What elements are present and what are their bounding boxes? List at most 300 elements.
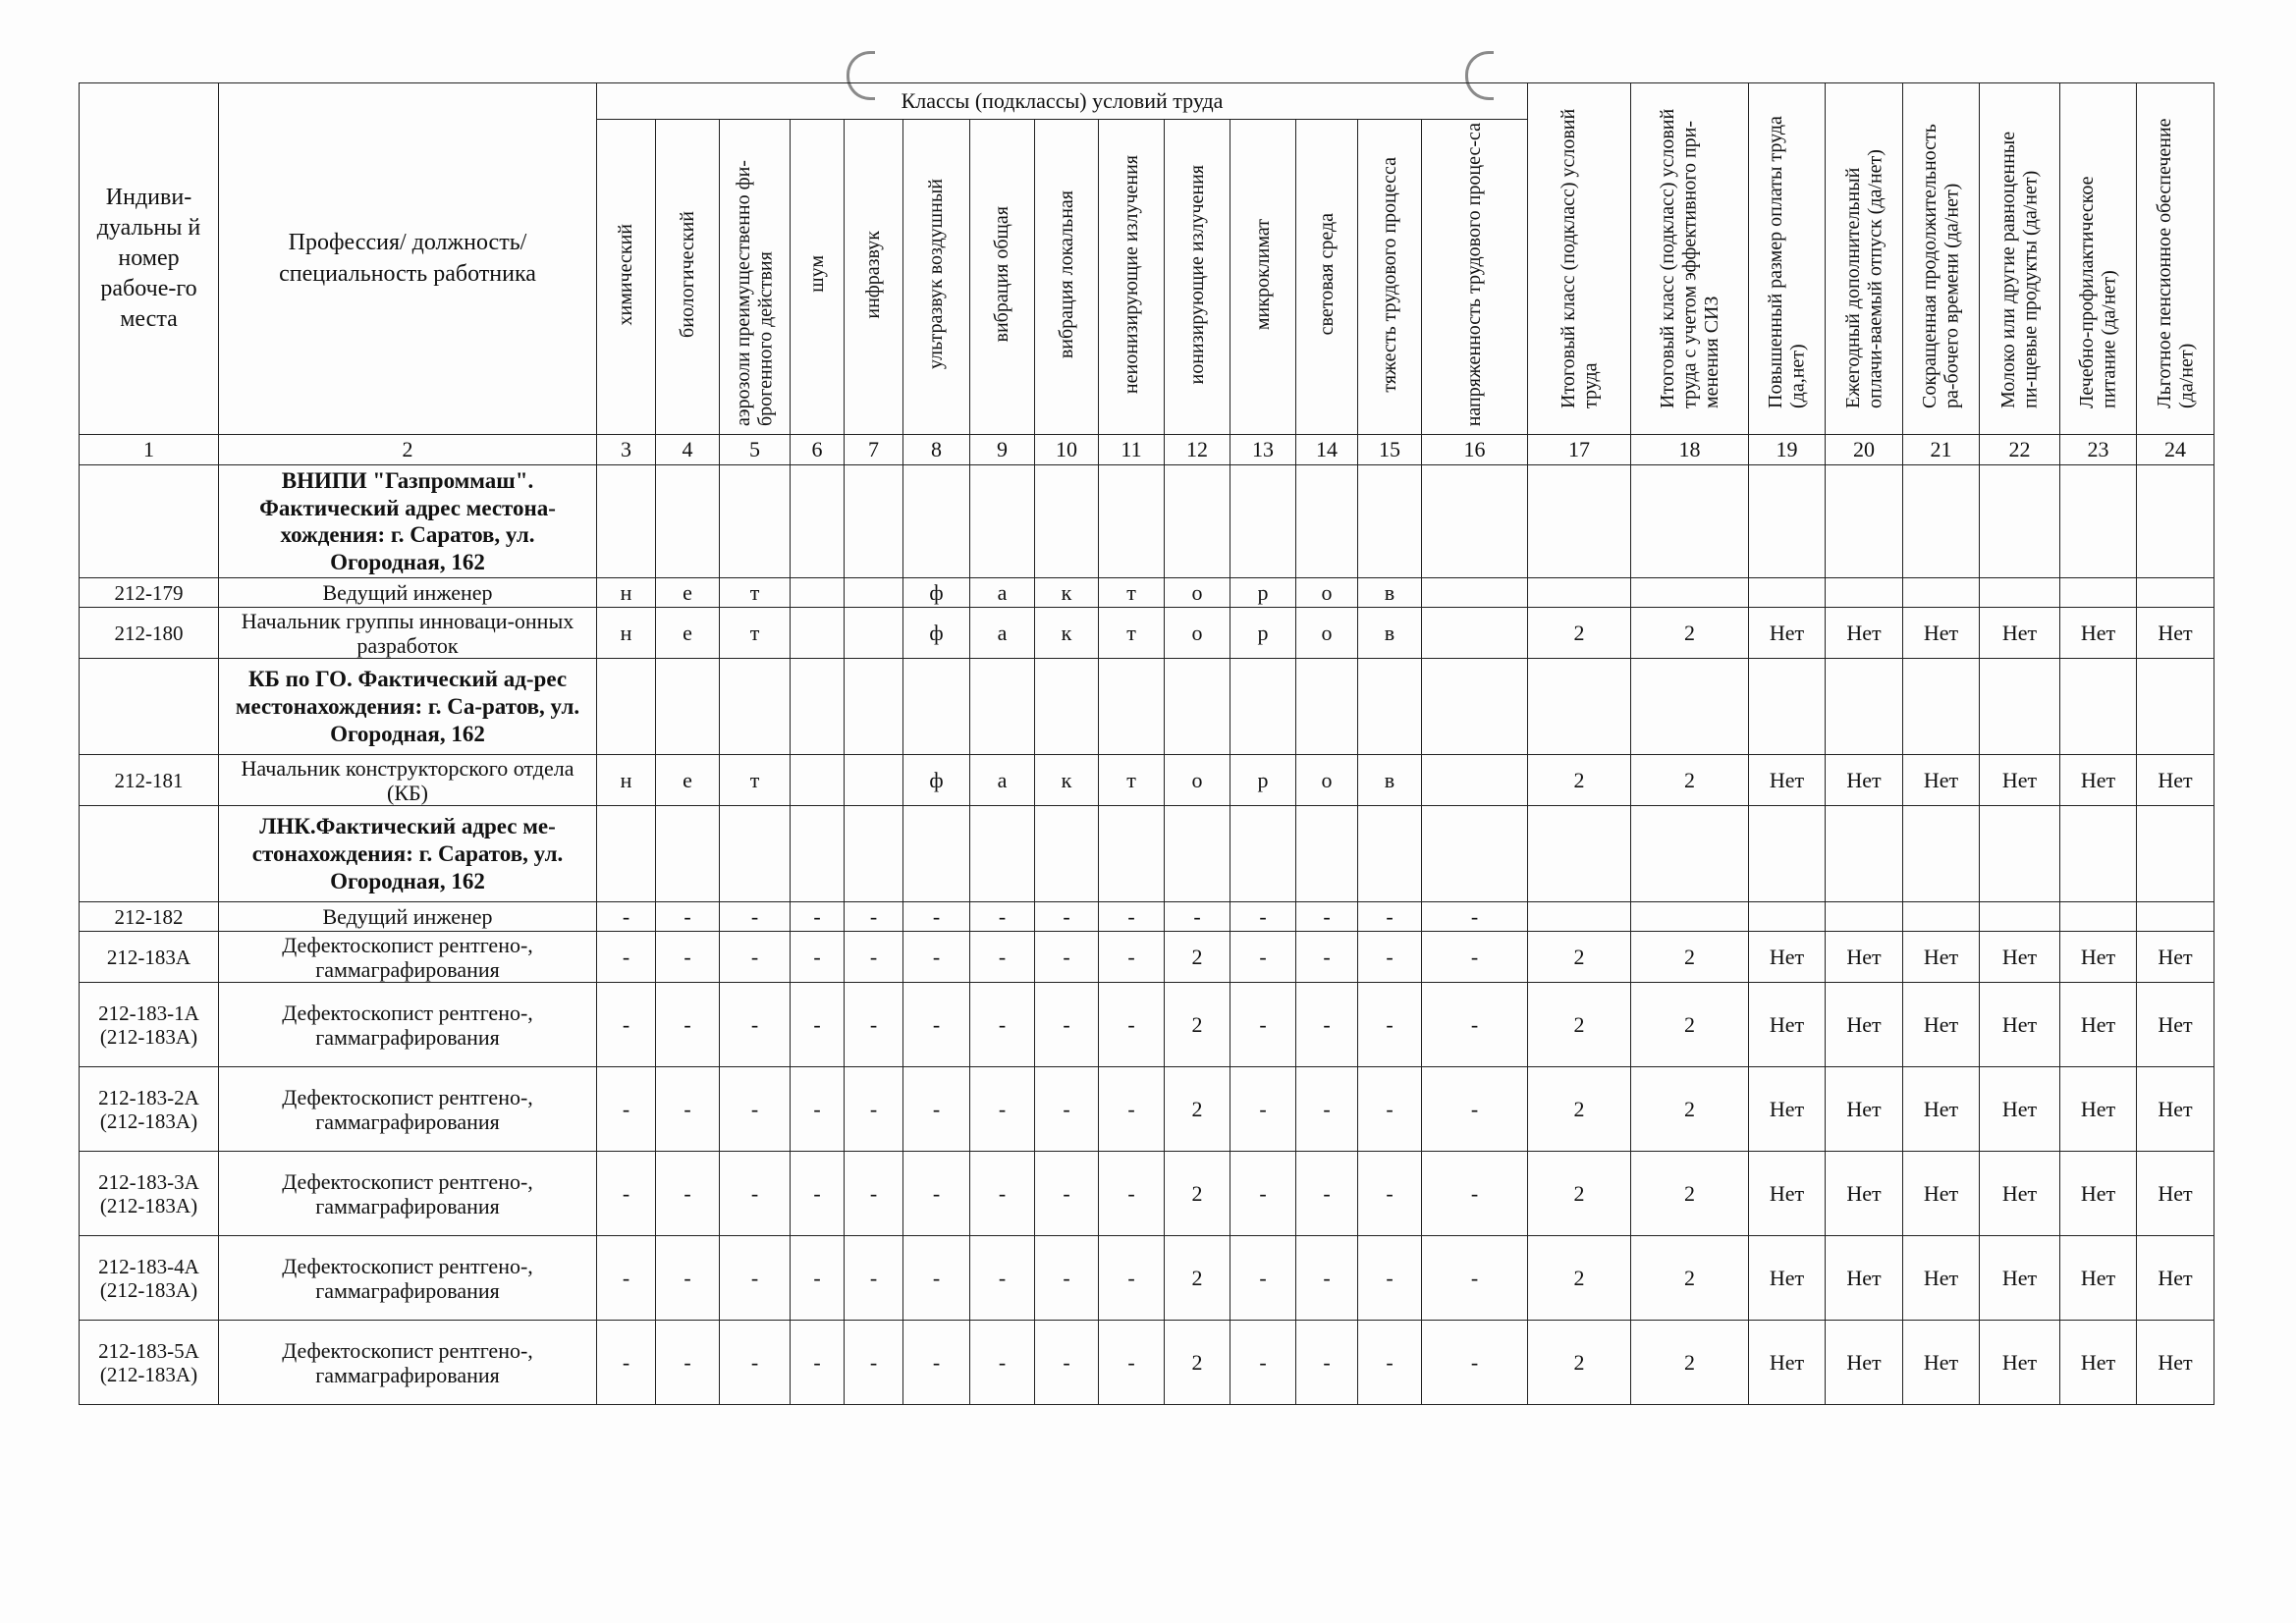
- empty-cell: [656, 465, 720, 578]
- class-cell: -: [1296, 902, 1358, 932]
- empty-cell: [1749, 659, 1826, 755]
- class-cell: -: [1296, 1236, 1358, 1321]
- class-cell: Нет: [1980, 932, 2060, 983]
- class-cell: -: [1358, 902, 1422, 932]
- column-number: 19: [1749, 435, 1826, 465]
- class-cell: Нет: [1903, 1321, 1980, 1405]
- class-cell: т: [1099, 608, 1165, 659]
- class-cell: Нет: [1749, 1236, 1826, 1321]
- class-cell: -: [1358, 983, 1422, 1067]
- table-row: [80, 902, 2214, 932]
- empty-cell: [1631, 806, 1749, 902]
- profession-name: Начальник группы инноваци-онных разработок: [219, 608, 597, 659]
- class-cell: в: [1358, 608, 1422, 659]
- class-cell: Нет: [1903, 755, 1980, 806]
- class-cell: 2: [1528, 932, 1631, 983]
- profession-name: Дефектоскопист рентгено-, гаммаграфирования: [219, 1067, 597, 1152]
- class-cell: Нет: [1826, 1236, 1903, 1321]
- profession-name: Дефектоскопист рентгено-, гаммаграфирования: [219, 932, 597, 983]
- class-cell: -: [1358, 1321, 1422, 1405]
- empty-cell: [2137, 465, 2214, 578]
- class-cell: -: [720, 902, 791, 932]
- empty-cell: [1358, 465, 1422, 578]
- class-cell: -: [903, 902, 970, 932]
- class-cell: Нет: [1980, 1067, 2060, 1152]
- empty-cell: [1296, 465, 1358, 578]
- class-cell: -: [597, 1236, 656, 1321]
- class-cell: -: [845, 902, 903, 932]
- class-cell: н: [597, 755, 656, 806]
- class-cell: [2060, 902, 2137, 932]
- empty-cell: [2137, 659, 2214, 755]
- class-cell: 2: [1165, 983, 1230, 1067]
- header-extra-24: Льготное пенсионное обеспечение (да/нет): [2137, 83, 2214, 435]
- working-conditions-table: [79, 82, 2214, 1405]
- class-cell: т: [720, 578, 791, 608]
- class-cell: т: [720, 608, 791, 659]
- column-number: 12: [1165, 435, 1230, 465]
- class-cell: -: [656, 932, 720, 983]
- column-number: 11: [1099, 435, 1165, 465]
- class-cell: Нет: [1826, 1321, 1903, 1405]
- empty-cell: [1631, 465, 1749, 578]
- class-cell: -: [903, 1067, 970, 1152]
- empty-cell: [1980, 806, 2060, 902]
- class-cell: о: [1165, 608, 1230, 659]
- class-cell: Нет: [2137, 932, 2214, 983]
- class-cell: -: [597, 902, 656, 932]
- empty-cell: [903, 806, 970, 902]
- class-cell: 2: [1631, 983, 1749, 1067]
- column-number: 22: [1980, 435, 2060, 465]
- class-cell: -: [1422, 983, 1528, 1067]
- class-cell: Нет: [1980, 1236, 2060, 1321]
- class-cell: -: [1422, 1236, 1528, 1321]
- class-cell: Нет: [1903, 1067, 1980, 1152]
- column-number: 24: [2137, 435, 2214, 465]
- class-cell: [1422, 608, 1528, 659]
- class-cell: -: [791, 1067, 845, 1152]
- table-row: [80, 932, 2214, 983]
- table-row: [80, 1067, 2214, 1152]
- class-cell: -: [1230, 902, 1296, 932]
- class-cell: [1903, 902, 1980, 932]
- class-cell: к: [1035, 608, 1099, 659]
- column-number: 1: [80, 435, 219, 465]
- class-cell: Нет: [2137, 608, 2214, 659]
- class-cell: Нет: [2060, 1236, 2137, 1321]
- class-cell: -: [970, 1321, 1035, 1405]
- class-cell: -: [1230, 1236, 1296, 1321]
- empty-cell: [1826, 465, 1903, 578]
- header-profession: Профессия/ должность/ специальность работника: [219, 83, 597, 435]
- class-cell: 2: [1631, 1236, 1749, 1321]
- empty-cell: [2137, 806, 2214, 902]
- class-cell: -: [1422, 1321, 1528, 1405]
- class-cell: -: [656, 1067, 720, 1152]
- class-cell: Нет: [1749, 983, 1826, 1067]
- class-cell: Нет: [1749, 1067, 1826, 1152]
- class-cell: -: [903, 1152, 970, 1236]
- empty-cell: [1749, 465, 1826, 578]
- class-cell: [791, 608, 845, 659]
- class-cell: 2: [1528, 1067, 1631, 1152]
- class-cell: Нет: [2137, 1152, 2214, 1236]
- class-cell: р: [1230, 755, 1296, 806]
- class-cell: н: [597, 608, 656, 659]
- class-cell: -: [903, 1236, 970, 1321]
- class-cell: а: [970, 608, 1035, 659]
- class-cell: Нет: [1826, 1152, 1903, 1236]
- class-cell: -: [720, 1236, 791, 1321]
- empty-cell: [720, 806, 791, 902]
- class-cell: 2: [1528, 608, 1631, 659]
- class-cell: -: [720, 1067, 791, 1152]
- class-cell: ф: [903, 755, 970, 806]
- class-cell: -: [845, 983, 903, 1067]
- class-cell: -: [656, 902, 720, 932]
- empty-cell: [903, 465, 970, 578]
- class-cell: -: [597, 1321, 656, 1405]
- section-row: [80, 659, 2214, 755]
- class-cell: -: [1099, 983, 1165, 1067]
- class-cell: в: [1358, 578, 1422, 608]
- class-cell: Нет: [2060, 1321, 2137, 1405]
- section-row: [80, 465, 2214, 578]
- class-cell: -: [1296, 1067, 1358, 1152]
- class-cell: -: [597, 932, 656, 983]
- class-cell: [1749, 902, 1826, 932]
- class-cell: [1631, 578, 1749, 608]
- class-cell: 2: [1165, 1067, 1230, 1152]
- class-cell: -: [597, 1067, 656, 1152]
- class-cell: Нет: [1749, 932, 1826, 983]
- class-cell: 2: [1631, 755, 1749, 806]
- class-cell: -: [1422, 1067, 1528, 1152]
- class-cell: -: [1296, 1321, 1358, 1405]
- empty-cell: [1099, 465, 1165, 578]
- empty-cell: [1826, 806, 1903, 902]
- workplace-number: 212-181: [80, 755, 219, 806]
- empty-cell: [2060, 806, 2137, 902]
- column-number: 23: [2060, 435, 2137, 465]
- class-cell: Нет: [1826, 983, 1903, 1067]
- class-cell: [845, 755, 903, 806]
- class-cell: -: [1358, 1236, 1422, 1321]
- class-cell: Нет: [2060, 932, 2137, 983]
- empty-cell: [791, 806, 845, 902]
- header-factor-16: напряженность трудового процес-са: [1422, 120, 1528, 435]
- class-cell: -: [720, 1152, 791, 1236]
- workplace-number: 212-183-4А (212-183А): [80, 1236, 219, 1321]
- class-cell: 2: [1631, 1321, 1749, 1405]
- class-cell: -: [845, 1152, 903, 1236]
- column-number: 16: [1422, 435, 1528, 465]
- header-factor-8: ультразвук воздушный: [903, 120, 970, 435]
- class-cell: -: [720, 932, 791, 983]
- table-row: [80, 1321, 2214, 1405]
- class-cell: -: [1296, 983, 1358, 1067]
- class-cell: -: [656, 1321, 720, 1405]
- column-number: 2: [219, 435, 597, 465]
- class-cell: -: [1035, 902, 1099, 932]
- empty-cell: [1165, 659, 1230, 755]
- class-cell: о: [1296, 578, 1358, 608]
- class-cell: 2: [1631, 608, 1749, 659]
- empty-cell: [791, 659, 845, 755]
- class-cell: -: [720, 1321, 791, 1405]
- class-cell: 2: [1165, 1152, 1230, 1236]
- class-cell: Нет: [2137, 1236, 2214, 1321]
- empty-cell: [597, 806, 656, 902]
- class-cell: [791, 755, 845, 806]
- section-title: ЛНК.Фактический адрес ме-стонахождения: г. Саратов, ул. Огородная, 162: [219, 806, 597, 902]
- header-extra-17: Итоговый класс (подкласс) условий труда: [1528, 83, 1631, 435]
- empty-cell: [1980, 465, 2060, 578]
- column-number: 4: [656, 435, 720, 465]
- empty-cell: [1230, 659, 1296, 755]
- class-cell: Нет: [1980, 1321, 2060, 1405]
- class-cell: Нет: [1749, 755, 1826, 806]
- class-cell: -: [1099, 902, 1165, 932]
- empty-cell: [597, 465, 656, 578]
- class-cell: 2: [1165, 932, 1230, 983]
- class-cell: -: [845, 1236, 903, 1321]
- class-cell: [2060, 578, 2137, 608]
- class-cell: Нет: [1749, 608, 1826, 659]
- class-cell: -: [970, 902, 1035, 932]
- class-cell: -: [1099, 932, 1165, 983]
- class-cell: [1528, 902, 1631, 932]
- class-cell: [2137, 902, 2214, 932]
- empty-cell: [1099, 659, 1165, 755]
- column-number: 13: [1230, 435, 1296, 465]
- class-cell: -: [1230, 983, 1296, 1067]
- workplace-number: 212-182: [80, 902, 219, 932]
- empty-cell: [1631, 659, 1749, 755]
- class-cell: ф: [903, 608, 970, 659]
- class-cell: Нет: [1903, 608, 1980, 659]
- class-cell: 2: [1631, 932, 1749, 983]
- class-cell: о: [1296, 608, 1358, 659]
- empty-cell: [1358, 806, 1422, 902]
- class-cell: -: [791, 902, 845, 932]
- class-cell: -: [1099, 1152, 1165, 1236]
- class-cell: [1980, 902, 2060, 932]
- class-cell: -: [1230, 932, 1296, 983]
- class-cell: Нет: [1749, 1321, 1826, 1405]
- empty-cell: [903, 659, 970, 755]
- class-cell: -: [903, 983, 970, 1067]
- empty-cell: [1422, 465, 1528, 578]
- class-cell: -: [1099, 1067, 1165, 1152]
- empty-cell: [80, 465, 219, 578]
- class-cell: [1631, 902, 1749, 932]
- class-cell: [1826, 578, 1903, 608]
- header-extra-20: Ежегодный дополнительный оплачи-ваемый отпуск (да/нет): [1826, 83, 1903, 435]
- header-factor-6: шум: [791, 120, 845, 435]
- class-cell: [1980, 578, 2060, 608]
- empty-cell: [1528, 465, 1631, 578]
- class-cell: -: [1165, 902, 1230, 932]
- class-cell: н: [597, 578, 656, 608]
- empty-cell: [970, 806, 1035, 902]
- class-cell: [1422, 755, 1528, 806]
- class-cell: Нет: [1980, 1152, 2060, 1236]
- class-cell: -: [970, 983, 1035, 1067]
- empty-cell: [1903, 659, 1980, 755]
- class-cell: -: [845, 932, 903, 983]
- class-cell: -: [1230, 1067, 1296, 1152]
- class-cell: Нет: [2060, 755, 2137, 806]
- class-cell: -: [656, 1236, 720, 1321]
- empty-cell: [80, 659, 219, 755]
- class-cell: р: [1230, 578, 1296, 608]
- empty-cell: [656, 659, 720, 755]
- class-cell: т: [720, 755, 791, 806]
- column-number: 9: [970, 435, 1035, 465]
- empty-cell: [1358, 659, 1422, 755]
- class-cell: 2: [1631, 1067, 1749, 1152]
- class-cell: -: [903, 1321, 970, 1405]
- class-cell: 2: [1528, 1321, 1631, 1405]
- class-cell: Нет: [1903, 1152, 1980, 1236]
- header-factor-9: вибрация общая: [970, 120, 1035, 435]
- empty-cell: [720, 465, 791, 578]
- class-cell: [1422, 578, 1528, 608]
- empty-cell: [80, 806, 219, 902]
- class-cell: -: [1422, 932, 1528, 983]
- empty-cell: [1035, 806, 1099, 902]
- class-cell: 2: [1528, 983, 1631, 1067]
- class-cell: -: [791, 983, 845, 1067]
- empty-cell: [1980, 659, 2060, 755]
- class-cell: 2: [1528, 755, 1631, 806]
- empty-cell: [2060, 659, 2137, 755]
- section-title: ВНИПИ "Газпроммаш". Фактический адрес местона-хождения: г. Саратов, ул. Огородная, 162: [219, 465, 597, 578]
- empty-cell: [845, 806, 903, 902]
- empty-cell: [1422, 659, 1528, 755]
- class-cell: -: [1358, 932, 1422, 983]
- header-factor-7: инфразвук: [845, 120, 903, 435]
- class-cell: Нет: [2137, 1321, 2214, 1405]
- profession-name: Начальник конструкторского отдела (КБ): [219, 755, 597, 806]
- class-cell: Нет: [2060, 983, 2137, 1067]
- class-cell: -: [1230, 1321, 1296, 1405]
- header-factor-11: неионизирующие излучения: [1099, 120, 1165, 435]
- empty-cell: [1422, 806, 1528, 902]
- empty-cell: [1035, 659, 1099, 755]
- class-cell: Нет: [1826, 608, 1903, 659]
- header-factor-15: тяжесть трудового процесса: [1358, 120, 1422, 435]
- class-cell: ф: [903, 578, 970, 608]
- class-cell: к: [1035, 578, 1099, 608]
- workplace-number: 212-183-5А (212-183А): [80, 1321, 219, 1405]
- column-number: 14: [1296, 435, 1358, 465]
- header-factor-14: световая среда: [1296, 120, 1358, 435]
- header-classes-group: Классы (подклассы) условий труда: [597, 83, 1528, 120]
- class-cell: -: [597, 1152, 656, 1236]
- header-extra-23: Лечебно-профилактическое питание (да/нет): [2060, 83, 2137, 435]
- class-cell: -: [1230, 1152, 1296, 1236]
- class-cell: -: [970, 1236, 1035, 1321]
- class-cell: -: [970, 1152, 1035, 1236]
- class-cell: 2: [1631, 1152, 1749, 1236]
- class-cell: [2137, 578, 2214, 608]
- table-row: [80, 608, 2214, 659]
- class-cell: Нет: [1826, 755, 1903, 806]
- class-cell: Нет: [2060, 608, 2137, 659]
- table-row: [80, 578, 2214, 608]
- class-cell: Нет: [1903, 1236, 1980, 1321]
- class-cell: -: [1358, 1067, 1422, 1152]
- class-cell: -: [791, 1321, 845, 1405]
- class-cell: -: [597, 983, 656, 1067]
- class-cell: -: [1035, 1236, 1099, 1321]
- header-factor-4: биологический: [656, 120, 720, 435]
- class-cell: о: [1165, 578, 1230, 608]
- profession-name: Дефектоскопист рентгено-, гаммаграфирования: [219, 983, 597, 1067]
- table-body: [80, 465, 2214, 1405]
- class-cell: Нет: [1903, 932, 1980, 983]
- column-number: 3: [597, 435, 656, 465]
- profession-name: Дефектоскопист рентгено-, гаммаграфирования: [219, 1321, 597, 1405]
- empty-cell: [1528, 806, 1631, 902]
- header-factor-13: микроклимат: [1230, 120, 1296, 435]
- class-cell: -: [1099, 1321, 1165, 1405]
- empty-cell: [845, 465, 903, 578]
- class-cell: -: [1422, 1152, 1528, 1236]
- empty-cell: [1296, 659, 1358, 755]
- class-cell: Нет: [1980, 608, 2060, 659]
- class-cell: -: [1035, 932, 1099, 983]
- class-cell: т: [1099, 578, 1165, 608]
- class-cell: 2: [1528, 1236, 1631, 1321]
- header-factor-12: ионизирующие излучения: [1165, 120, 1230, 435]
- column-number-row: [80, 435, 2214, 465]
- profession-name: Ведущий инженер: [219, 578, 597, 608]
- empty-cell: [1099, 806, 1165, 902]
- class-cell: е: [656, 578, 720, 608]
- table-row: [80, 983, 2214, 1067]
- class-cell: [845, 578, 903, 608]
- class-cell: [791, 578, 845, 608]
- empty-cell: [1165, 806, 1230, 902]
- class-cell: [1528, 578, 1631, 608]
- empty-cell: [791, 465, 845, 578]
- empty-cell: [845, 659, 903, 755]
- empty-cell: [1903, 806, 1980, 902]
- class-cell: а: [970, 578, 1035, 608]
- section-title: КБ по ГО. Фактический ад-рес местонахождения: г. Са-ратов, ул. Огородная, 162: [219, 659, 597, 755]
- column-number: 20: [1826, 435, 1903, 465]
- empty-cell: [2060, 465, 2137, 578]
- class-cell: к: [1035, 755, 1099, 806]
- class-cell: Нет: [1826, 1067, 1903, 1152]
- class-cell: -: [656, 983, 720, 1067]
- empty-cell: [1749, 806, 1826, 902]
- class-cell: -: [1035, 983, 1099, 1067]
- header-extra-19: Повышенный размер оплаты труда (да,нет): [1749, 83, 1826, 435]
- class-cell: о: [1296, 755, 1358, 806]
- class-cell: -: [845, 1321, 903, 1405]
- class-cell: о: [1165, 755, 1230, 806]
- workplace-number: 212-183-3А (212-183А): [80, 1152, 219, 1236]
- workplace-number: 212-179: [80, 578, 219, 608]
- profession-name: Дефектоскопист рентгено-, гаммаграфирования: [219, 1152, 597, 1236]
- class-cell: -: [791, 1152, 845, 1236]
- class-cell: -: [970, 1067, 1035, 1152]
